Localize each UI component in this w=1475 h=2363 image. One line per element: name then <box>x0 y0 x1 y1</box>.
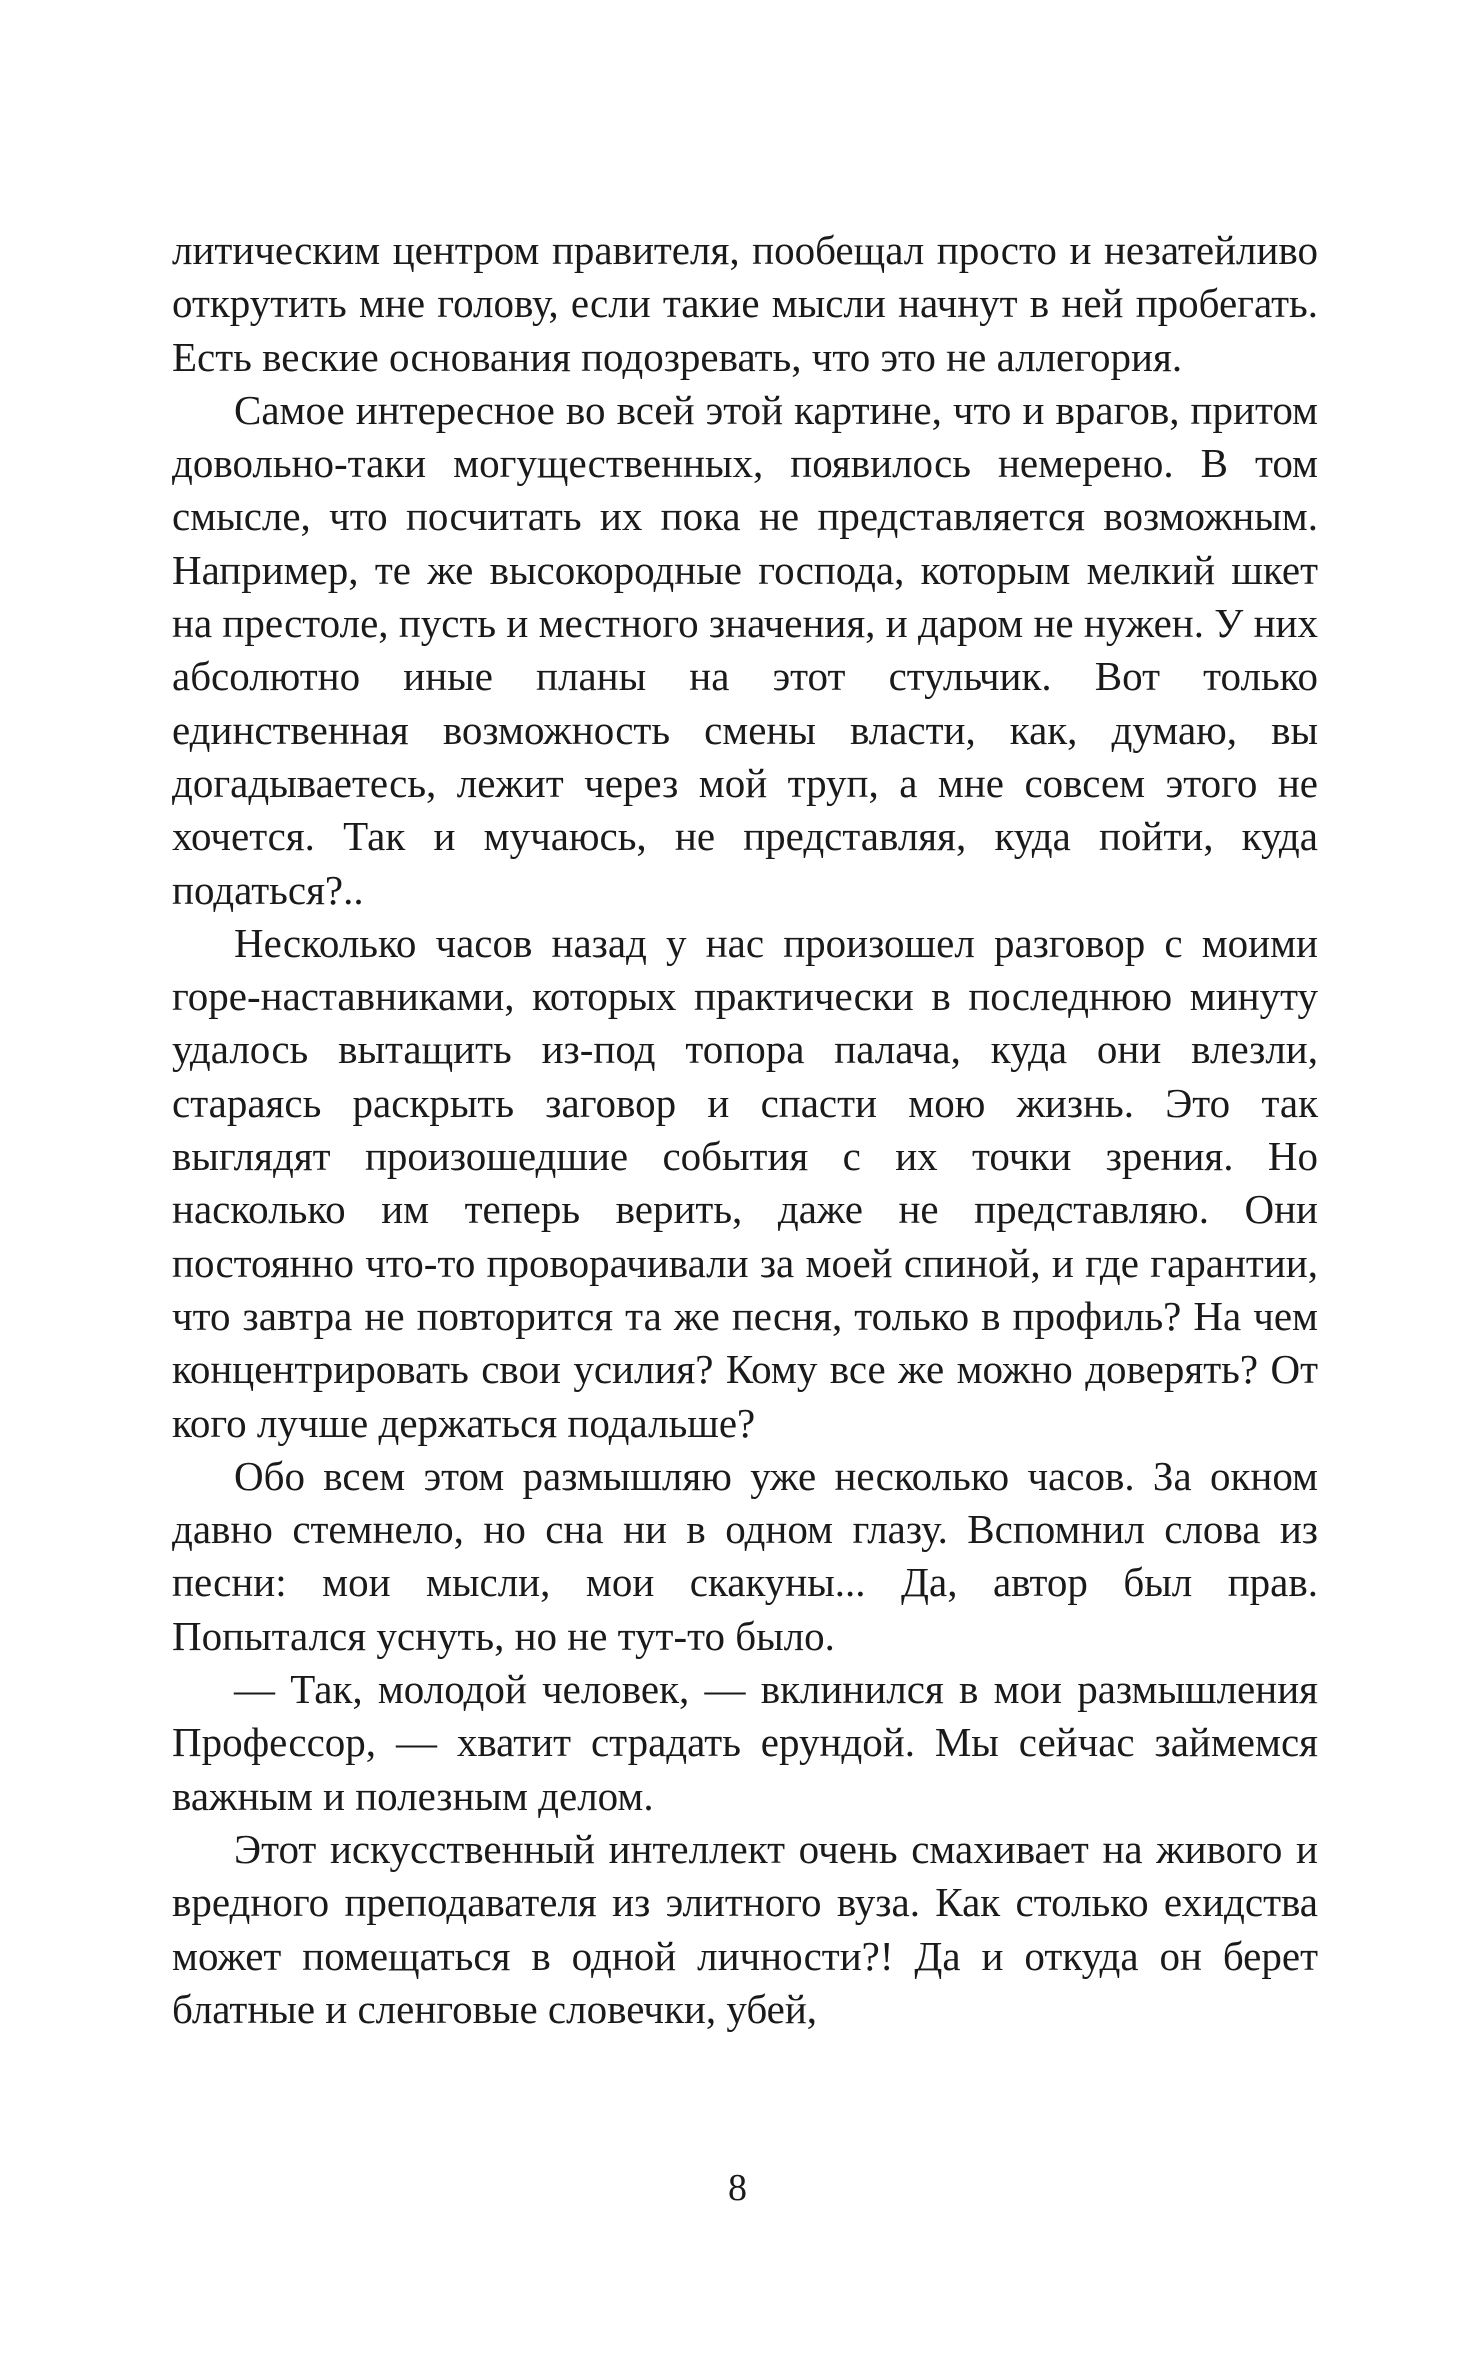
paragraph-2: Самое интересное во всей этой картине, что и врагов, притом довольно-таки могущественных, появилось немерено. В том смысле, что посчитать их пока не представляется возможным. Например, те же высокородные господа, которым мелкий шкет на престоле, пусть и местного значения, и даром не нужен. У них абсолютно иные планы на этот стульчик. Вот только единственная возможность смены власти, как, думаю, вы догадываетесь, лежит через мой труп, а мне совсем этого не хочется. Так и мучаюсь, не представляя, куда пойти, куда податься?.. <box>172 386 1318 913</box>
body-text <box>172 224 1318 2036</box>
paragraph-4: Обо всем этом размышляю уже несколько часов. За окном давно стемнело, но сна ни в одном глазу. Вспомнил слова из песни: мои мысли, мои скакуны... Да, автор был прав. Попытался уснуть, но не тут-то было. <box>172 1452 1318 1659</box>
paragraph-3: Несколько часов назад у нас произошел разговор с моими горе-наставниками, которых практически в последнюю минуту удалось вытащить из-под топора палача, куда они влезли, стараясь раскрыть заговор и спасти мою жизнь. Это так выглядят произошедшие события с их точки зрения. Но насколько им теперь верить, даже не представляю. Они постоянно что-то проворачивали за моей спиной, и где гарантии, что завтра не повторится та же песня, только в профиль? На чем концентрировать свои усилия? Кому все же можно доверять? От кого лучше держаться подальше? <box>172 919 1318 1446</box>
page-number: 8 <box>728 2167 747 2209</box>
paragraph-1: литическим центром правителя, пообещал просто и незатейливо открутить мне голову, если такие мысли начнут в ней пробегать. Есть веские основания подозревать, что это не аллегория. <box>172 227 1318 380</box>
paragraph-6: Этот искусственный интеллект очень смахивает на живого и вредного преподавателя из элитного вуза. Как столько ехидства может помещаться в одной личности?! Да и откуда он берет блатные и сленговые словечки, убей, <box>172 1825 1318 2032</box>
paragraph-5: — Так, молодой человек, — вклинился в мои размышления Профессор, — хватит страдать ерундой. Мы сейчас займемся важным и полезным делом. <box>172 1666 1318 1819</box>
